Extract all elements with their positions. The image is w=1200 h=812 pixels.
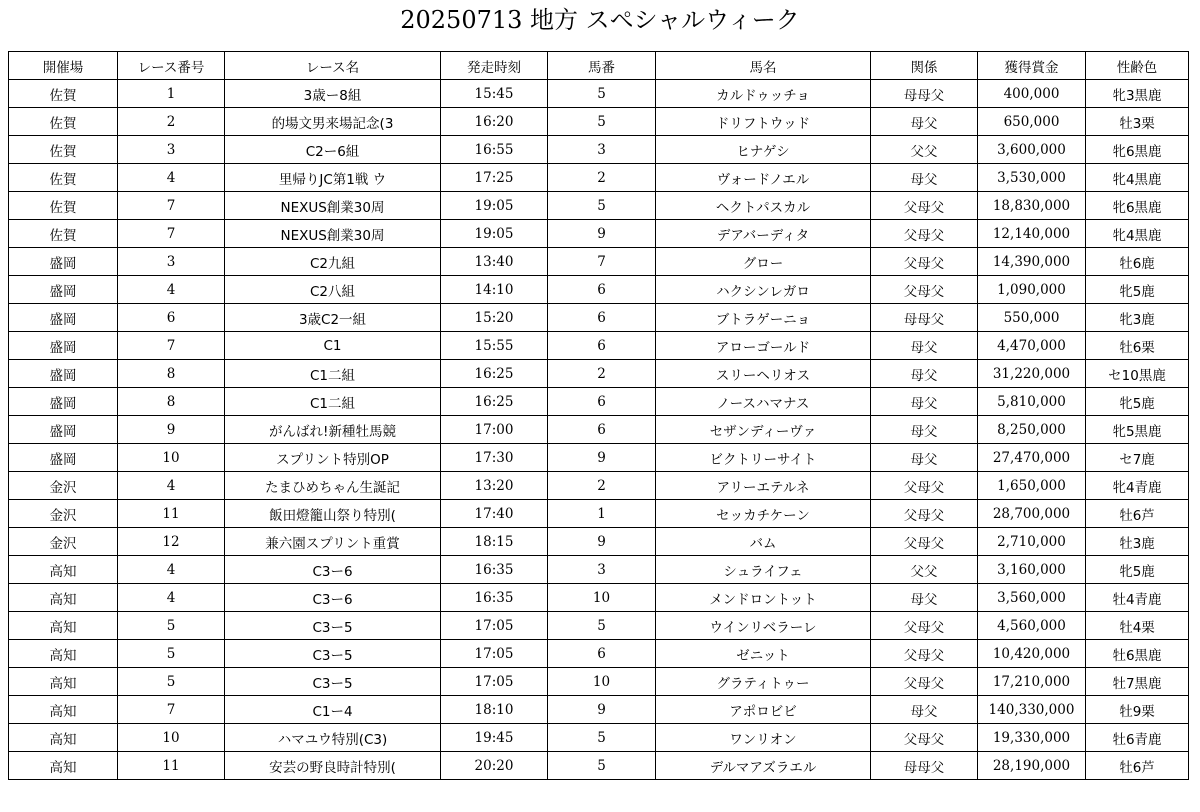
race-number-cell: 10 bbox=[118, 724, 225, 752]
relation-cell: 父母父 bbox=[871, 472, 978, 500]
horse-name-cell: バム bbox=[656, 528, 871, 556]
horse-name-cell: グラティトゥー bbox=[656, 668, 871, 696]
horse-number-cell: 2 bbox=[548, 360, 656, 388]
sex-age-color-cell: セ10黒鹿 bbox=[1086, 360, 1189, 388]
sex-age-color-cell: 牡6芦 bbox=[1086, 752, 1189, 780]
earnings-cell: 3,560,000 bbox=[978, 584, 1086, 612]
horse-number-cell: 9 bbox=[548, 528, 656, 556]
horse-number-cell: 10 bbox=[548, 584, 656, 612]
earnings-cell: 14,390,000 bbox=[978, 248, 1086, 276]
table-row bbox=[9, 388, 1189, 416]
relation-cell: 父母父 bbox=[871, 724, 978, 752]
race-name-cell: C3ー6 bbox=[225, 584, 441, 612]
race-name-cell: ハマユウ特別(C3) bbox=[225, 724, 441, 752]
horse-name-cell: セッカチケーン bbox=[656, 500, 871, 528]
horse-name-cell: スリーヘリオス bbox=[656, 360, 871, 388]
race-name-cell: 里帰りJC第1戦 ウ bbox=[225, 164, 441, 192]
column-header-horse-name: 馬名 bbox=[656, 52, 871, 80]
horse-number-cell: 7 bbox=[548, 248, 656, 276]
post-time-cell: 19:05 bbox=[441, 220, 548, 248]
venue-cell: 佐賀 bbox=[9, 192, 118, 220]
table-row bbox=[9, 640, 1189, 668]
table-row bbox=[9, 276, 1189, 304]
race-number-cell: 9 bbox=[118, 416, 225, 444]
post-time-cell: 19:45 bbox=[441, 724, 548, 752]
race-number-cell: 10 bbox=[118, 444, 225, 472]
horse-name-cell: メンドロントット bbox=[656, 584, 871, 612]
column-header-race-name: レース名 bbox=[225, 52, 441, 80]
table-row bbox=[9, 584, 1189, 612]
relation-cell: 母父 bbox=[871, 696, 978, 724]
table-row bbox=[9, 360, 1189, 388]
sex-age-color-cell: 牝5黒鹿 bbox=[1086, 416, 1189, 444]
horse-name-cell: カルドゥッチョ bbox=[656, 80, 871, 108]
sex-age-color-cell: 牝6黒鹿 bbox=[1086, 192, 1189, 220]
race-name-cell: 飯田燈籠山祭り特別( bbox=[225, 500, 441, 528]
earnings-cell: 10,420,000 bbox=[978, 640, 1086, 668]
table-row bbox=[9, 612, 1189, 640]
relation-cell: 母母父 bbox=[871, 80, 978, 108]
race-name-cell: たまひめちゃん生誕記 bbox=[225, 472, 441, 500]
sex-age-color-cell: 牡6鹿 bbox=[1086, 248, 1189, 276]
column-header-venue: 開催場 bbox=[9, 52, 118, 80]
table-row bbox=[9, 80, 1189, 108]
relation-cell: 父母父 bbox=[871, 612, 978, 640]
horse-name-cell: ゼニット bbox=[656, 640, 871, 668]
table-row bbox=[9, 668, 1189, 696]
sex-age-color-cell: 牝3鹿 bbox=[1086, 304, 1189, 332]
table-row bbox=[9, 192, 1189, 220]
header-row bbox=[9, 52, 1189, 80]
horse-name-cell: ウインリベラーレ bbox=[656, 612, 871, 640]
horse-number-cell: 6 bbox=[548, 640, 656, 668]
table-body bbox=[9, 80, 1189, 780]
post-time-cell: 19:05 bbox=[441, 192, 548, 220]
race-number-cell: 4 bbox=[118, 164, 225, 192]
race-number-cell: 4 bbox=[118, 556, 225, 584]
post-time-cell: 18:10 bbox=[441, 696, 548, 724]
sex-age-color-cell: 牡4栗 bbox=[1086, 612, 1189, 640]
race-number-cell: 7 bbox=[118, 192, 225, 220]
horse-number-cell: 3 bbox=[548, 556, 656, 584]
race-name-cell: スプリント特別OP bbox=[225, 444, 441, 472]
race-name-cell: 安芸の野良時計特別( bbox=[225, 752, 441, 780]
relation-cell: 母父 bbox=[871, 164, 978, 192]
race-number-cell: 5 bbox=[118, 668, 225, 696]
venue-cell: 佐賀 bbox=[9, 164, 118, 192]
venue-cell: 佐賀 bbox=[9, 80, 118, 108]
venue-cell: 佐賀 bbox=[9, 108, 118, 136]
earnings-cell: 550,000 bbox=[978, 304, 1086, 332]
venue-cell: 高知 bbox=[9, 724, 118, 752]
horse-name-cell: デアバーディタ bbox=[656, 220, 871, 248]
table-row bbox=[9, 528, 1189, 556]
horse-number-cell: 9 bbox=[548, 220, 656, 248]
horse-number-cell: 10 bbox=[548, 668, 656, 696]
earnings-cell: 140,330,000 bbox=[978, 696, 1086, 724]
post-time-cell: 15:20 bbox=[441, 304, 548, 332]
earnings-cell: 8,250,000 bbox=[978, 416, 1086, 444]
table-row bbox=[9, 500, 1189, 528]
horse-name-cell: ヒナゲシ bbox=[656, 136, 871, 164]
sex-age-color-cell: 牝5鹿 bbox=[1086, 276, 1189, 304]
horse-name-cell: ヴォードノエル bbox=[656, 164, 871, 192]
horse-name-cell: シュライフェ bbox=[656, 556, 871, 584]
earnings-cell: 19,330,000 bbox=[978, 724, 1086, 752]
race-name-cell: C1 bbox=[225, 332, 441, 360]
sex-age-color-cell: 牝5鹿 bbox=[1086, 556, 1189, 584]
post-time-cell: 17:00 bbox=[441, 416, 548, 444]
earnings-cell: 28,190,000 bbox=[978, 752, 1086, 780]
horse-name-cell: ヘクトパスカル bbox=[656, 192, 871, 220]
race-number-cell: 8 bbox=[118, 388, 225, 416]
venue-cell: 高知 bbox=[9, 668, 118, 696]
post-time-cell: 17:05 bbox=[441, 612, 548, 640]
relation-cell: 母父 bbox=[871, 332, 978, 360]
venue-cell: 佐賀 bbox=[9, 220, 118, 248]
venue-cell: 金沢 bbox=[9, 500, 118, 528]
column-header-relation: 関係 bbox=[871, 52, 978, 80]
relation-cell: 父母父 bbox=[871, 500, 978, 528]
horse-number-cell: 9 bbox=[548, 696, 656, 724]
race-number-cell: 4 bbox=[118, 276, 225, 304]
race-number-cell: 7 bbox=[118, 332, 225, 360]
sex-age-color-cell: 牡6青鹿 bbox=[1086, 724, 1189, 752]
earnings-cell: 3,530,000 bbox=[978, 164, 1086, 192]
race-number-cell: 3 bbox=[118, 248, 225, 276]
horse-number-cell: 6 bbox=[548, 276, 656, 304]
relation-cell: 母母父 bbox=[871, 304, 978, 332]
horse-number-cell: 5 bbox=[548, 752, 656, 780]
race-name-cell: がんばれ!新種牡馬競 bbox=[225, 416, 441, 444]
horse-number-cell: 6 bbox=[548, 416, 656, 444]
race-name-cell: C2九組 bbox=[225, 248, 441, 276]
horse-number-cell: 2 bbox=[548, 164, 656, 192]
post-time-cell: 17:05 bbox=[441, 640, 548, 668]
sex-age-color-cell: 牝3黒鹿 bbox=[1086, 80, 1189, 108]
sex-age-color-cell: 牡6栗 bbox=[1086, 332, 1189, 360]
venue-cell: 盛岡 bbox=[9, 444, 118, 472]
sex-age-color-cell: 牡9栗 bbox=[1086, 696, 1189, 724]
post-time-cell: 15:45 bbox=[441, 80, 548, 108]
horse-number-cell: 6 bbox=[548, 304, 656, 332]
post-time-cell: 20:20 bbox=[441, 752, 548, 780]
horse-name-cell: グロー bbox=[656, 248, 871, 276]
horse-name-cell: アリーエテルネ bbox=[656, 472, 871, 500]
race-name-cell: C1ー4 bbox=[225, 696, 441, 724]
race-number-cell: 6 bbox=[118, 304, 225, 332]
earnings-cell: 18,830,000 bbox=[978, 192, 1086, 220]
race-number-cell: 7 bbox=[118, 220, 225, 248]
relation-cell: 母父 bbox=[871, 388, 978, 416]
horse-number-cell: 2 bbox=[548, 472, 656, 500]
race-number-cell: 7 bbox=[118, 696, 225, 724]
sex-age-color-cell: 牡7黒鹿 bbox=[1086, 668, 1189, 696]
earnings-cell: 4,470,000 bbox=[978, 332, 1086, 360]
venue-cell: 盛岡 bbox=[9, 360, 118, 388]
venue-cell: 高知 bbox=[9, 612, 118, 640]
earnings-cell: 31,220,000 bbox=[978, 360, 1086, 388]
relation-cell: 母父 bbox=[871, 584, 978, 612]
relation-cell: 父母父 bbox=[871, 640, 978, 668]
table-row bbox=[9, 724, 1189, 752]
earnings-cell: 1,090,000 bbox=[978, 276, 1086, 304]
race-number-cell: 5 bbox=[118, 612, 225, 640]
relation-cell: 父母父 bbox=[871, 668, 978, 696]
race-number-cell: 1 bbox=[118, 80, 225, 108]
venue-cell: 高知 bbox=[9, 696, 118, 724]
race-name-cell: C2八組 bbox=[225, 276, 441, 304]
horse-number-cell: 5 bbox=[548, 192, 656, 220]
table-row bbox=[9, 696, 1189, 724]
post-time-cell: 17:30 bbox=[441, 444, 548, 472]
table-row bbox=[9, 220, 1189, 248]
race-number-cell: 8 bbox=[118, 360, 225, 388]
horse-name-cell: ビクトリーサイト bbox=[656, 444, 871, 472]
horse-name-cell: デルマアズラエル bbox=[656, 752, 871, 780]
page-title: 20250713 地方 スペシャルウィーク bbox=[400, 6, 800, 34]
relation-cell: 父母父 bbox=[871, 248, 978, 276]
earnings-cell: 3,600,000 bbox=[978, 136, 1086, 164]
horse-name-cell: ノースハマナス bbox=[656, 388, 871, 416]
earnings-cell: 650,000 bbox=[978, 108, 1086, 136]
horse-number-cell: 5 bbox=[548, 108, 656, 136]
earnings-cell: 12,140,000 bbox=[978, 220, 1086, 248]
table-row bbox=[9, 752, 1189, 780]
horse-number-cell: 1 bbox=[548, 500, 656, 528]
race-name-cell: NEXUS創業30周 bbox=[225, 192, 441, 220]
post-time-cell: 13:20 bbox=[441, 472, 548, 500]
earnings-cell: 400,000 bbox=[978, 80, 1086, 108]
sex-age-color-cell: 牝6黒鹿 bbox=[1086, 136, 1189, 164]
relation-cell: 母父 bbox=[871, 108, 978, 136]
horse-number-cell: 9 bbox=[548, 444, 656, 472]
relation-cell: 母父 bbox=[871, 444, 978, 472]
horse-number-cell: 6 bbox=[548, 388, 656, 416]
horse-number-cell: 3 bbox=[548, 136, 656, 164]
venue-cell: 盛岡 bbox=[9, 388, 118, 416]
venue-cell: 盛岡 bbox=[9, 332, 118, 360]
race-name-cell: C3ー5 bbox=[225, 640, 441, 668]
race-number-cell: 11 bbox=[118, 500, 225, 528]
post-time-cell: 17:40 bbox=[441, 500, 548, 528]
table-row bbox=[9, 444, 1189, 472]
horse-name-cell: ハクシンレガロ bbox=[656, 276, 871, 304]
relation-cell: 父母父 bbox=[871, 220, 978, 248]
sex-age-color-cell: 牡6芦 bbox=[1086, 500, 1189, 528]
table-row bbox=[9, 556, 1189, 584]
relation-cell: 父母父 bbox=[871, 528, 978, 556]
earnings-cell: 5,810,000 bbox=[978, 388, 1086, 416]
sex-age-color-cell: 牡3栗 bbox=[1086, 108, 1189, 136]
post-time-cell: 16:25 bbox=[441, 360, 548, 388]
venue-cell: 高知 bbox=[9, 556, 118, 584]
relation-cell: 母父 bbox=[871, 360, 978, 388]
race-name-cell: C2ー6組 bbox=[225, 136, 441, 164]
column-header-earnings: 獲得賞金 bbox=[978, 52, 1086, 80]
race-name-cell: 3歳C2一組 bbox=[225, 304, 441, 332]
post-time-cell: 17:05 bbox=[441, 668, 548, 696]
post-time-cell: 16:25 bbox=[441, 388, 548, 416]
race-number-cell: 11 bbox=[118, 752, 225, 780]
horse-name-cell: セザンディーヴァ bbox=[656, 416, 871, 444]
sex-age-color-cell: 牝4青鹿 bbox=[1086, 472, 1189, 500]
venue-cell: 高知 bbox=[9, 640, 118, 668]
venue-cell: 佐賀 bbox=[9, 136, 118, 164]
sex-age-color-cell: 牡6黒鹿 bbox=[1086, 640, 1189, 668]
race-name-cell: 3歳ー8組 bbox=[225, 80, 441, 108]
post-time-cell: 18:15 bbox=[441, 528, 548, 556]
horse-name-cell: ドリフトウッド bbox=[656, 108, 871, 136]
horse-name-cell: ワンリオン bbox=[656, 724, 871, 752]
earnings-cell: 27,470,000 bbox=[978, 444, 1086, 472]
table-row bbox=[9, 304, 1189, 332]
earnings-cell: 4,560,000 bbox=[978, 612, 1086, 640]
sex-age-color-cell: セ7鹿 bbox=[1086, 444, 1189, 472]
sex-age-color-cell: 牝5鹿 bbox=[1086, 388, 1189, 416]
venue-cell: 盛岡 bbox=[9, 248, 118, 276]
relation-cell: 父父 bbox=[871, 136, 978, 164]
race-table bbox=[8, 51, 1189, 780]
race-name-cell: C3ー6 bbox=[225, 556, 441, 584]
post-time-cell: 15:55 bbox=[441, 332, 548, 360]
race-number-cell: 3 bbox=[118, 136, 225, 164]
post-time-cell: 14:10 bbox=[441, 276, 548, 304]
post-time-cell: 13:40 bbox=[441, 248, 548, 276]
relation-cell: 父父 bbox=[871, 556, 978, 584]
sex-age-color-cell: 牝4黒鹿 bbox=[1086, 164, 1189, 192]
venue-cell: 高知 bbox=[9, 584, 118, 612]
table-row bbox=[9, 332, 1189, 360]
venue-cell: 金沢 bbox=[9, 528, 118, 556]
race-name-cell: C1二組 bbox=[225, 360, 441, 388]
post-time-cell: 16:35 bbox=[441, 556, 548, 584]
venue-cell: 盛岡 bbox=[9, 304, 118, 332]
column-header-sex-age-color: 性齢色 bbox=[1086, 52, 1189, 80]
earnings-cell: 2,710,000 bbox=[978, 528, 1086, 556]
post-time-cell: 16:20 bbox=[441, 108, 548, 136]
venue-cell: 高知 bbox=[9, 752, 118, 780]
horse-number-cell: 6 bbox=[548, 332, 656, 360]
venue-cell: 盛岡 bbox=[9, 416, 118, 444]
horse-name-cell: アポロビビ bbox=[656, 696, 871, 724]
sex-age-color-cell: 牡3鹿 bbox=[1086, 528, 1189, 556]
venue-cell: 金沢 bbox=[9, 472, 118, 500]
horse-number-cell: 5 bbox=[548, 80, 656, 108]
column-header-race-number: レース番号 bbox=[118, 52, 225, 80]
race-name-cell: NEXUS創業30周 bbox=[225, 220, 441, 248]
race-number-cell: 4 bbox=[118, 584, 225, 612]
race-name-cell: 兼六園スプリント重賞 bbox=[225, 528, 441, 556]
relation-cell: 父母父 bbox=[871, 192, 978, 220]
race-number-cell: 4 bbox=[118, 472, 225, 500]
post-time-cell: 17:25 bbox=[441, 164, 548, 192]
table-row bbox=[9, 108, 1189, 136]
race-name-cell: C1二組 bbox=[225, 388, 441, 416]
table-row bbox=[9, 472, 1189, 500]
race-number-cell: 2 bbox=[118, 108, 225, 136]
table-row bbox=[9, 248, 1189, 276]
sex-age-color-cell: 牝4黒鹿 bbox=[1086, 220, 1189, 248]
post-time-cell: 16:55 bbox=[441, 136, 548, 164]
column-header-horse-number: 馬番 bbox=[548, 52, 656, 80]
race-name-cell: C3ー5 bbox=[225, 668, 441, 696]
table-row bbox=[9, 164, 1189, 192]
earnings-cell: 1,650,000 bbox=[978, 472, 1086, 500]
earnings-cell: 3,160,000 bbox=[978, 556, 1086, 584]
horse-name-cell: アローゴールド bbox=[656, 332, 871, 360]
column-header-post-time: 発走時刻 bbox=[441, 52, 548, 80]
relation-cell: 母父 bbox=[871, 416, 978, 444]
earnings-cell: 28,700,000 bbox=[978, 500, 1086, 528]
post-time-cell: 16:35 bbox=[441, 584, 548, 612]
horse-number-cell: 5 bbox=[548, 724, 656, 752]
race-number-cell: 5 bbox=[118, 640, 225, 668]
venue-cell: 盛岡 bbox=[9, 276, 118, 304]
table-row bbox=[9, 416, 1189, 444]
horse-number-cell: 5 bbox=[548, 612, 656, 640]
race-name-cell: 的場文男来場記念(3 bbox=[225, 108, 441, 136]
earnings-cell: 17,210,000 bbox=[978, 668, 1086, 696]
sex-age-color-cell: 牡4青鹿 bbox=[1086, 584, 1189, 612]
race-number-cell: 12 bbox=[118, 528, 225, 556]
relation-cell: 母母父 bbox=[871, 752, 978, 780]
relation-cell: 父母父 bbox=[871, 276, 978, 304]
race-name-cell: C3ー5 bbox=[225, 612, 441, 640]
table-row bbox=[9, 136, 1189, 164]
horse-name-cell: ブトラゲーニョ bbox=[656, 304, 871, 332]
